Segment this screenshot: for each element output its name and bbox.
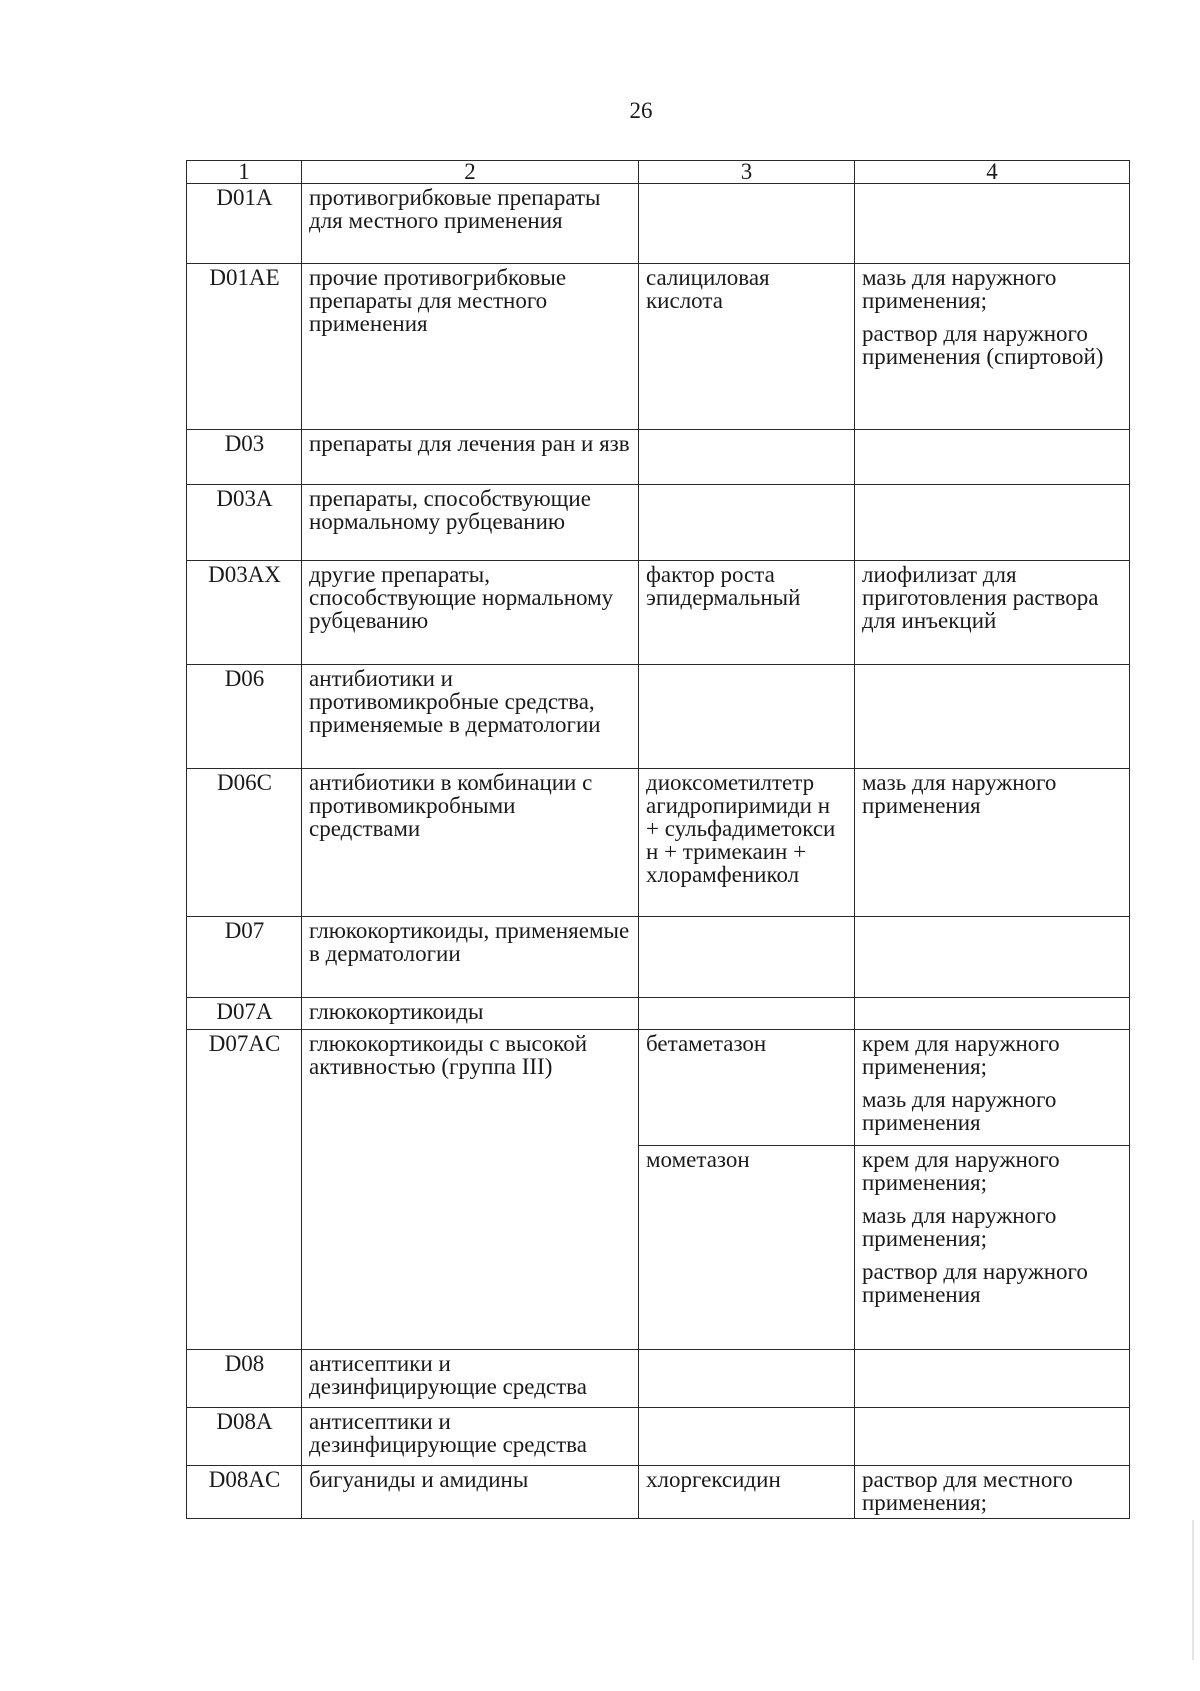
- column-header: 4: [855, 161, 1130, 184]
- dosage-form-item: крем для наружного применения;: [862, 1147, 1060, 1195]
- anatomical-group-cell: антисептики и дезинфицирующие средства: [302, 1350, 639, 1408]
- table-row: [187, 561, 1130, 665]
- drug-name-cell: бетаметазон: [639, 1030, 855, 1146]
- dosage-form-item: мазь для наружного применения;: [862, 1203, 1057, 1251]
- table-row: [187, 430, 1130, 485]
- atc-code-cell: D06C: [187, 769, 302, 917]
- atc-code-cell: D07: [187, 917, 302, 998]
- drug-name-cell: салициловая кислота: [639, 264, 855, 430]
- anatomical-group-cell: препараты для лечения ран и язв: [302, 430, 639, 485]
- drug-name-cell: мометазон: [639, 1146, 855, 1350]
- drug-classification-table: [186, 160, 1130, 1519]
- table-row: [187, 264, 1130, 430]
- table-row: [187, 1408, 1130, 1466]
- dosage-form-item: раствор для местного применения;: [862, 1467, 1073, 1515]
- dosage-form-cell: [855, 1408, 1130, 1466]
- drug-name-cell: диоксометилтетр агидропиримиди н + сульфадиметокси н + тримекаин + хлорамфеникол: [639, 769, 855, 917]
- table-row: [187, 769, 1130, 917]
- drug-name-cell: [639, 998, 855, 1030]
- anatomical-group-cell: антибиотики в комбинации с противомикробными средствами: [302, 769, 639, 917]
- dosage-form-item: мазь для наружного применения: [862, 1087, 1057, 1135]
- atc-code-cell: D07AC: [187, 1030, 302, 1350]
- drug-name-cell: [639, 430, 855, 485]
- dosage-form-item: лиофилизат для приготовления раствора для инъекций: [862, 562, 1099, 633]
- anatomical-group-cell: глюкокортикоиды, применяемые в дерматологии: [302, 917, 639, 998]
- atc-code-cell: D01A: [187, 184, 302, 264]
- atc-code-cell: D01AE: [187, 264, 302, 430]
- scan-edge-line: [1192, 1520, 1194, 1660]
- atc-code-cell: D08AC: [187, 1466, 302, 1519]
- table-row: [187, 1466, 1130, 1519]
- anatomical-group-cell: препараты, способствующие нормальному рубцеванию: [302, 485, 639, 561]
- atc-code-cell: D06: [187, 665, 302, 769]
- drug-name-cell: фактор роста эпидермальный: [639, 561, 855, 665]
- dosage-form-item: раствор для наружного применения (спиртовой): [862, 321, 1104, 369]
- dosage-form-cell: [855, 1146, 1130, 1350]
- anatomical-group-cell: противогрибковые препараты для местного применения: [302, 184, 639, 264]
- drug-name-cell: [639, 485, 855, 561]
- dosage-form-cell: [855, 1030, 1130, 1146]
- dosage-form-cell: [855, 184, 1130, 264]
- anatomical-group-cell: бигуаниды и амидины: [302, 1466, 639, 1519]
- drug-name-cell: хлоргексидин: [639, 1466, 855, 1519]
- dosage-form-cell: [855, 998, 1130, 1030]
- table-row: [187, 917, 1130, 998]
- dosage-form-cell: [855, 769, 1130, 917]
- column-header: 2: [302, 161, 639, 184]
- dosage-form-cell: [855, 1350, 1130, 1408]
- dosage-form-cell: [855, 264, 1130, 430]
- anatomical-group-cell: другие препараты, способствующие нормальному рубцеванию: [302, 561, 639, 665]
- column-header: 3: [639, 161, 855, 184]
- dosage-form-cell: [855, 485, 1130, 561]
- table-row: [187, 1030, 1130, 1146]
- atc-code-cell: D03: [187, 430, 302, 485]
- drug-name-cell: [639, 1408, 855, 1466]
- table-body: [187, 184, 1130, 1519]
- dosage-form-cell: [855, 917, 1130, 998]
- table-row: [187, 485, 1130, 561]
- dosage-form-cell: [855, 1466, 1130, 1519]
- dosage-form-cell: [855, 665, 1130, 769]
- dosage-form-cell: [855, 561, 1130, 665]
- anatomical-group-cell: глюкокортикоиды с высокой активностью (группа III): [302, 1030, 639, 1350]
- drug-name-cell: [639, 1350, 855, 1408]
- drug-name-cell: [639, 665, 855, 769]
- atc-code-cell: D03AX: [187, 561, 302, 665]
- anatomical-group-cell: антисептики и дезинфицирующие средства: [302, 1408, 639, 1466]
- table-row: [187, 665, 1130, 769]
- dosage-form-item: мазь для наружного применения: [862, 770, 1057, 818]
- table-header-row: [187, 161, 1130, 184]
- anatomical-group-cell: прочие противогрибковые препараты для местного применения: [302, 264, 639, 430]
- dosage-form-item: крем для наружного применения;: [862, 1031, 1060, 1079]
- atc-code-cell: D07A: [187, 998, 302, 1030]
- atc-code-cell: D08A: [187, 1408, 302, 1466]
- dosage-form-item: раствор для наружного применения: [862, 1259, 1088, 1307]
- anatomical-group-cell: антибиотики и противомикробные средства, применяемые в дерматологии: [302, 665, 639, 769]
- table-row: [187, 1350, 1130, 1408]
- dosage-form-item: мазь для наружного применения;: [862, 265, 1057, 313]
- atc-code-cell: D03A: [187, 485, 302, 561]
- drug-name-cell: [639, 184, 855, 264]
- atc-code-cell: D08: [187, 1350, 302, 1408]
- anatomical-group-cell: глюкокортикоиды: [302, 998, 639, 1030]
- table-row: [187, 184, 1130, 264]
- column-header: 1: [187, 161, 302, 184]
- drug-name-cell: [639, 917, 855, 998]
- dosage-form-cell: [855, 430, 1130, 485]
- page-number: 26: [629, 98, 653, 123]
- table-row: [187, 998, 1130, 1030]
